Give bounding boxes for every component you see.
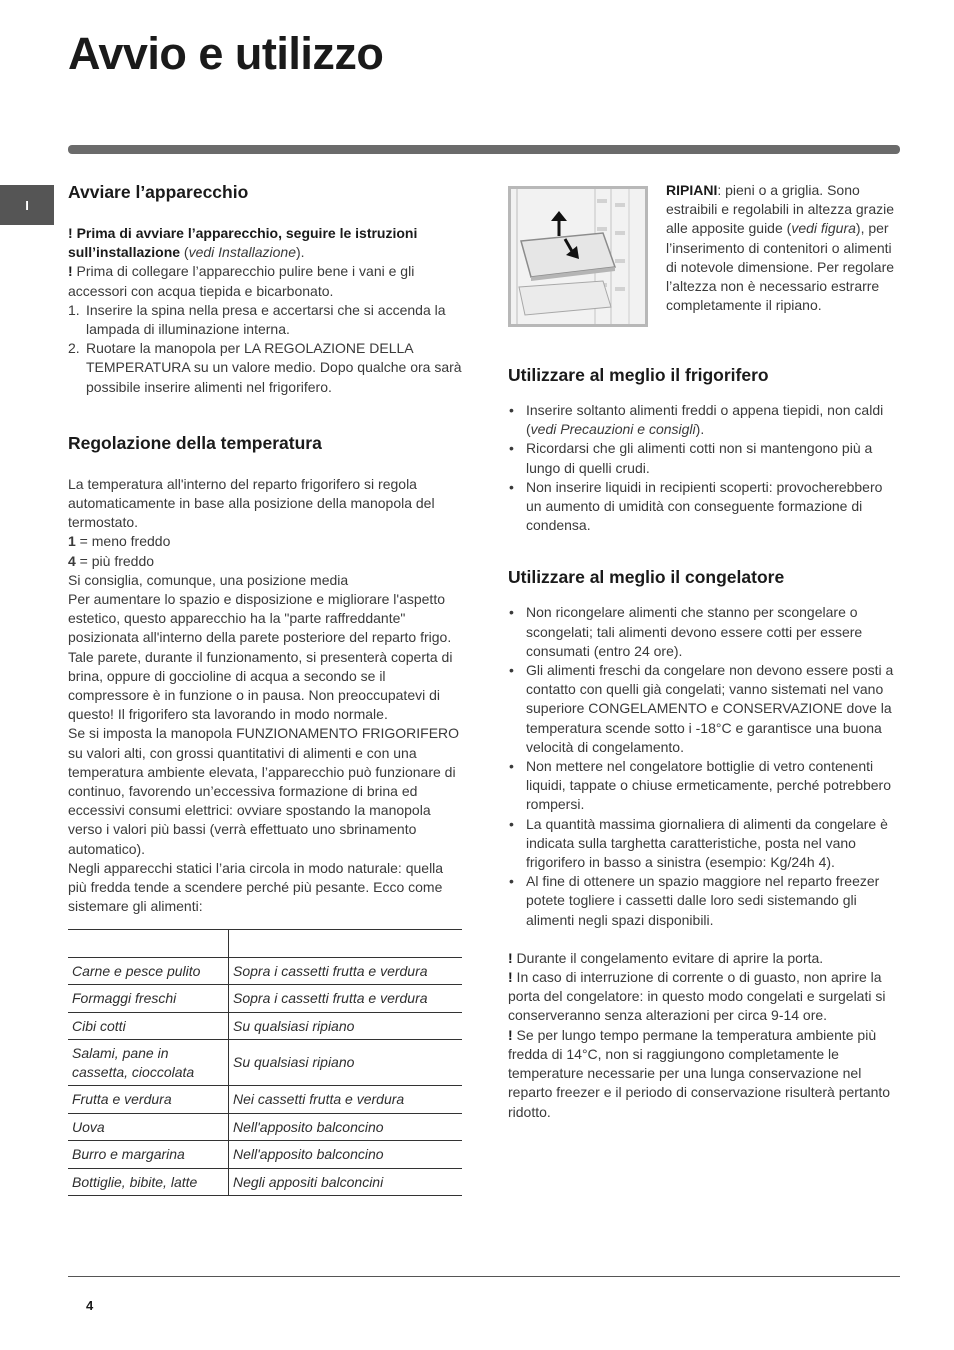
level-text: = meno freddo xyxy=(75,533,171,550)
table-row xyxy=(68,1168,462,1196)
place-cell: Nei cassetti frutta e verdura xyxy=(229,1086,463,1114)
food-cell: Salami, pane in cassetta, cioccolata xyxy=(68,1040,229,1086)
place-cell: Sopra i cassetti frutta e verdura xyxy=(229,985,463,1013)
list-item: • Non ricongelare alimenti che stanno per scongelare o scongelati; tali alimenti devono essere cotti per essere consumati (entro 24 ore). xyxy=(508,603,900,661)
table-row xyxy=(68,1040,462,1086)
food-cell: Bottiglie, bibite, latte xyxy=(68,1168,229,1196)
list-item: • Al fine di ottenere un spazio maggiore nel reparto freezer potete togliere i cassetti dalle loro sedi sistemando gli alimenti negli spazi disponibili. xyxy=(508,872,900,930)
place-cell: Nell'apposito balconcino xyxy=(229,1113,463,1141)
shelves-figure-ref: vedi figura xyxy=(791,220,856,237)
food-cell: Cibi cotti xyxy=(68,1012,229,1040)
table-row xyxy=(68,1141,462,1169)
warning-mark: ! xyxy=(68,225,73,241)
level-text: = più freddo xyxy=(75,552,155,569)
warning-text: In caso di interruzione di corrente o di guasto, non aprire la porta del congelatore: in questo modo congelati e surgelati si conserveranno senza alterazioni per circa 9-14 ore. xyxy=(508,969,886,1024)
step-text: Ruotare la manopola per LA REGOLAZIONE DELLA TEMPERATURA su un valore medio. Dopo qualche ora sarà possibile inserire alimenti nel frigorifero. xyxy=(86,340,462,395)
table-row xyxy=(68,957,462,985)
food-placement-table xyxy=(68,929,462,1197)
temperature-level-1 xyxy=(68,532,462,551)
table-row xyxy=(68,1012,462,1040)
place-cell: Nell'apposito balconcino xyxy=(229,1141,463,1169)
table-row xyxy=(68,985,462,1013)
section-heading-temperature: Regolazione della temperatura xyxy=(68,432,322,453)
place-cell: Sopra i cassetti frutta e verdura xyxy=(229,957,463,985)
page-title: Avvio e utilizzo xyxy=(68,28,384,79)
footer-divider xyxy=(68,1276,900,1277)
left-column xyxy=(68,178,462,1196)
temperature-para-3: Negli apparecchi statici l’aria circola in modo naturale: quella più fredda tende a scendere perché più pesante. Ecco come sistemare gli alimenti: xyxy=(68,859,444,915)
shelf-figure xyxy=(508,186,648,327)
freezer-warning-1 xyxy=(508,949,900,968)
food-cell: Burro e margarina xyxy=(68,1141,229,1169)
food-cell: Carne e pesce pulito xyxy=(68,957,229,985)
list-item: • Non mettere nel congelatore bottiglie di vetro contenenti liquidi, tappate o chiuse ermeticamente, perché potrebbero rompersi. xyxy=(508,757,900,815)
freezer-tips-list xyxy=(508,603,900,929)
section-heading-start: Avviare l’apparecchio xyxy=(68,182,249,202)
language-tab: I xyxy=(0,185,54,225)
list-item xyxy=(508,401,900,439)
paren: ( xyxy=(180,244,189,261)
step-item xyxy=(68,301,462,339)
table-row xyxy=(68,1113,462,1141)
table-header-cell xyxy=(68,929,229,957)
step-number: 2. xyxy=(68,340,80,357)
list-item: • La quantità massima giornaliera di alimenti da congelare è indicata sulla targhetta caratteristiche, posta nel vano frigorifero in basso a sinistra (esempio: Kg/24h 4). xyxy=(508,815,900,873)
section-heading-fridge: Utilizzare al meglio il frigorifero xyxy=(508,365,769,385)
level-number: 1 xyxy=(68,533,76,550)
temperature-para-1: Per aumentare lo spazio e disposizione e migliorare l'aspetto estetico, questo apparecchio ha la "parte raffreddante" posizionata all'interno della parete posteriore del reparto frigo. Tale parete, durante il funzionamento, si presenterà coperta di brina, oppure di goccioline di acqua a secondo se il compressore è in funzione o in pausa. Non preoccupatevi di questo! Il frigorifero sta lavorando in modo normale. xyxy=(68,591,453,723)
warning-mark: ! xyxy=(508,949,513,966)
shelf-illustration xyxy=(511,189,645,324)
start-warning-1 xyxy=(68,224,462,262)
paren: ). xyxy=(296,244,305,261)
food-cell: Formaggi freschi xyxy=(68,985,229,1013)
freezer-warning-3 xyxy=(508,1026,900,1122)
list-item: • Non inserire liquidi in recipienti scoperti: provocherebbero un aumento di umidità con conseguente formazione di condensa. xyxy=(508,478,900,536)
table-header-cell xyxy=(229,929,463,957)
shelves-text-b: ), per l’inserimento di contenitori o alimenti di notevole dimensione. Per regolare l’altezza non è necessario estrarre completamente il ripiano. xyxy=(666,220,895,314)
warning-mark: ! xyxy=(68,263,73,280)
temperature-para-2: Se si imposta la manopola FUNZIONAMENTO FRIGORIFERO su valori alti, con grossi quantitativi di alimenti e con una temperatura ambiente elevata, l’apparecchio può funzionare di continuo, favorendo un’eccessiva formazione di brina ed eccessivi consumi elettrici: ovviare spostando la manopola verso i valori più bassi (verrà effettuato uno sbrinamento automatico). xyxy=(68,725,460,857)
start-warning-ref: vedi Installazione xyxy=(188,244,296,261)
tip-text: Inserire soltanto alimenti freddi o appena tiepidi, non caldi ( xyxy=(526,402,884,438)
temperature-intro: La temperatura all'interno del reparto frigorifero si regola automaticamente in base alla posizione della manopola del termostato. xyxy=(68,475,435,531)
warning-text: Durante il congelamento evitare di aprire la porta. xyxy=(512,949,824,966)
step-item xyxy=(68,339,462,397)
header-divider xyxy=(68,145,900,154)
step-text: Inserire la spina nella presa e accertarsi che si accenda la lampada di illuminazione interna. xyxy=(86,301,446,338)
right-column xyxy=(508,178,900,1122)
place-cell: Su qualsiasi ripiano xyxy=(229,1040,463,1086)
section-heading-freezer: Utilizzare al meglio il congelatore xyxy=(508,567,785,588)
start-warning-bold: Prima di avviare l’apparecchio, seguire le istruzioni sull’installazione xyxy=(68,225,418,261)
shelves-text-a: : pieni o a griglia. Sono estraibili e regolabili in altezza grazie alle apposite guide ( xyxy=(666,182,895,237)
warning-text: Se per lungo tempo permane la temperatura ambiente più fredda di 14°C, non si raggiungono completamente le temperature necessarie per una lunga conservazione nel reparto freezer e il periodo di conservazione risulterà pertanto ridotto. xyxy=(508,1026,891,1120)
fridge-tips-list xyxy=(508,401,900,535)
step-number: 1. xyxy=(68,301,80,318)
list-item: • Gli alimenti freschi da congelare non devono essere posti a contatto con quelli già congelati; vanno sistemati nel vano superiore CONGELAMENTO e CONSERVAZIONE dove la temperatura scende sotto i -18°C e garantisce una buona velocità di congelamento. xyxy=(508,661,900,757)
list-item: • Ricordarsi che gli alimenti cotti non si mantengono più a lungo di quelli crudi. xyxy=(508,439,900,477)
start-warning-2-text: Prima di collegare l’apparecchio pulire bene i vani e gli accessori con acqua tiepida e bicarbonato. xyxy=(68,263,415,299)
shelves-block xyxy=(508,181,900,333)
temperature-level-4 xyxy=(68,552,462,571)
place-cell: Negli appositi balconcini xyxy=(229,1168,463,1196)
food-cell: Uova xyxy=(68,1113,229,1141)
table-row xyxy=(68,1086,462,1114)
temperature-advice: Si consiglia, comunque, una posizione media xyxy=(68,571,349,588)
shelves-label: RIPIANI xyxy=(666,182,718,198)
tip-ref: vedi Precauzioni e consigli xyxy=(530,421,696,438)
start-steps xyxy=(68,301,462,397)
table-header-row xyxy=(68,929,462,957)
page-number: 4 xyxy=(86,1298,94,1313)
level-number: 4 xyxy=(68,552,76,569)
warning-mark: ! xyxy=(508,969,513,986)
start-warning-2 xyxy=(68,262,462,300)
place-cell: Su qualsiasi ripiano xyxy=(229,1012,463,1040)
tip-end: ). xyxy=(695,421,705,438)
freezer-warning-2 xyxy=(508,968,900,1026)
food-cell: Frutta e verdura xyxy=(68,1086,229,1114)
warning-mark: ! xyxy=(508,1026,513,1043)
